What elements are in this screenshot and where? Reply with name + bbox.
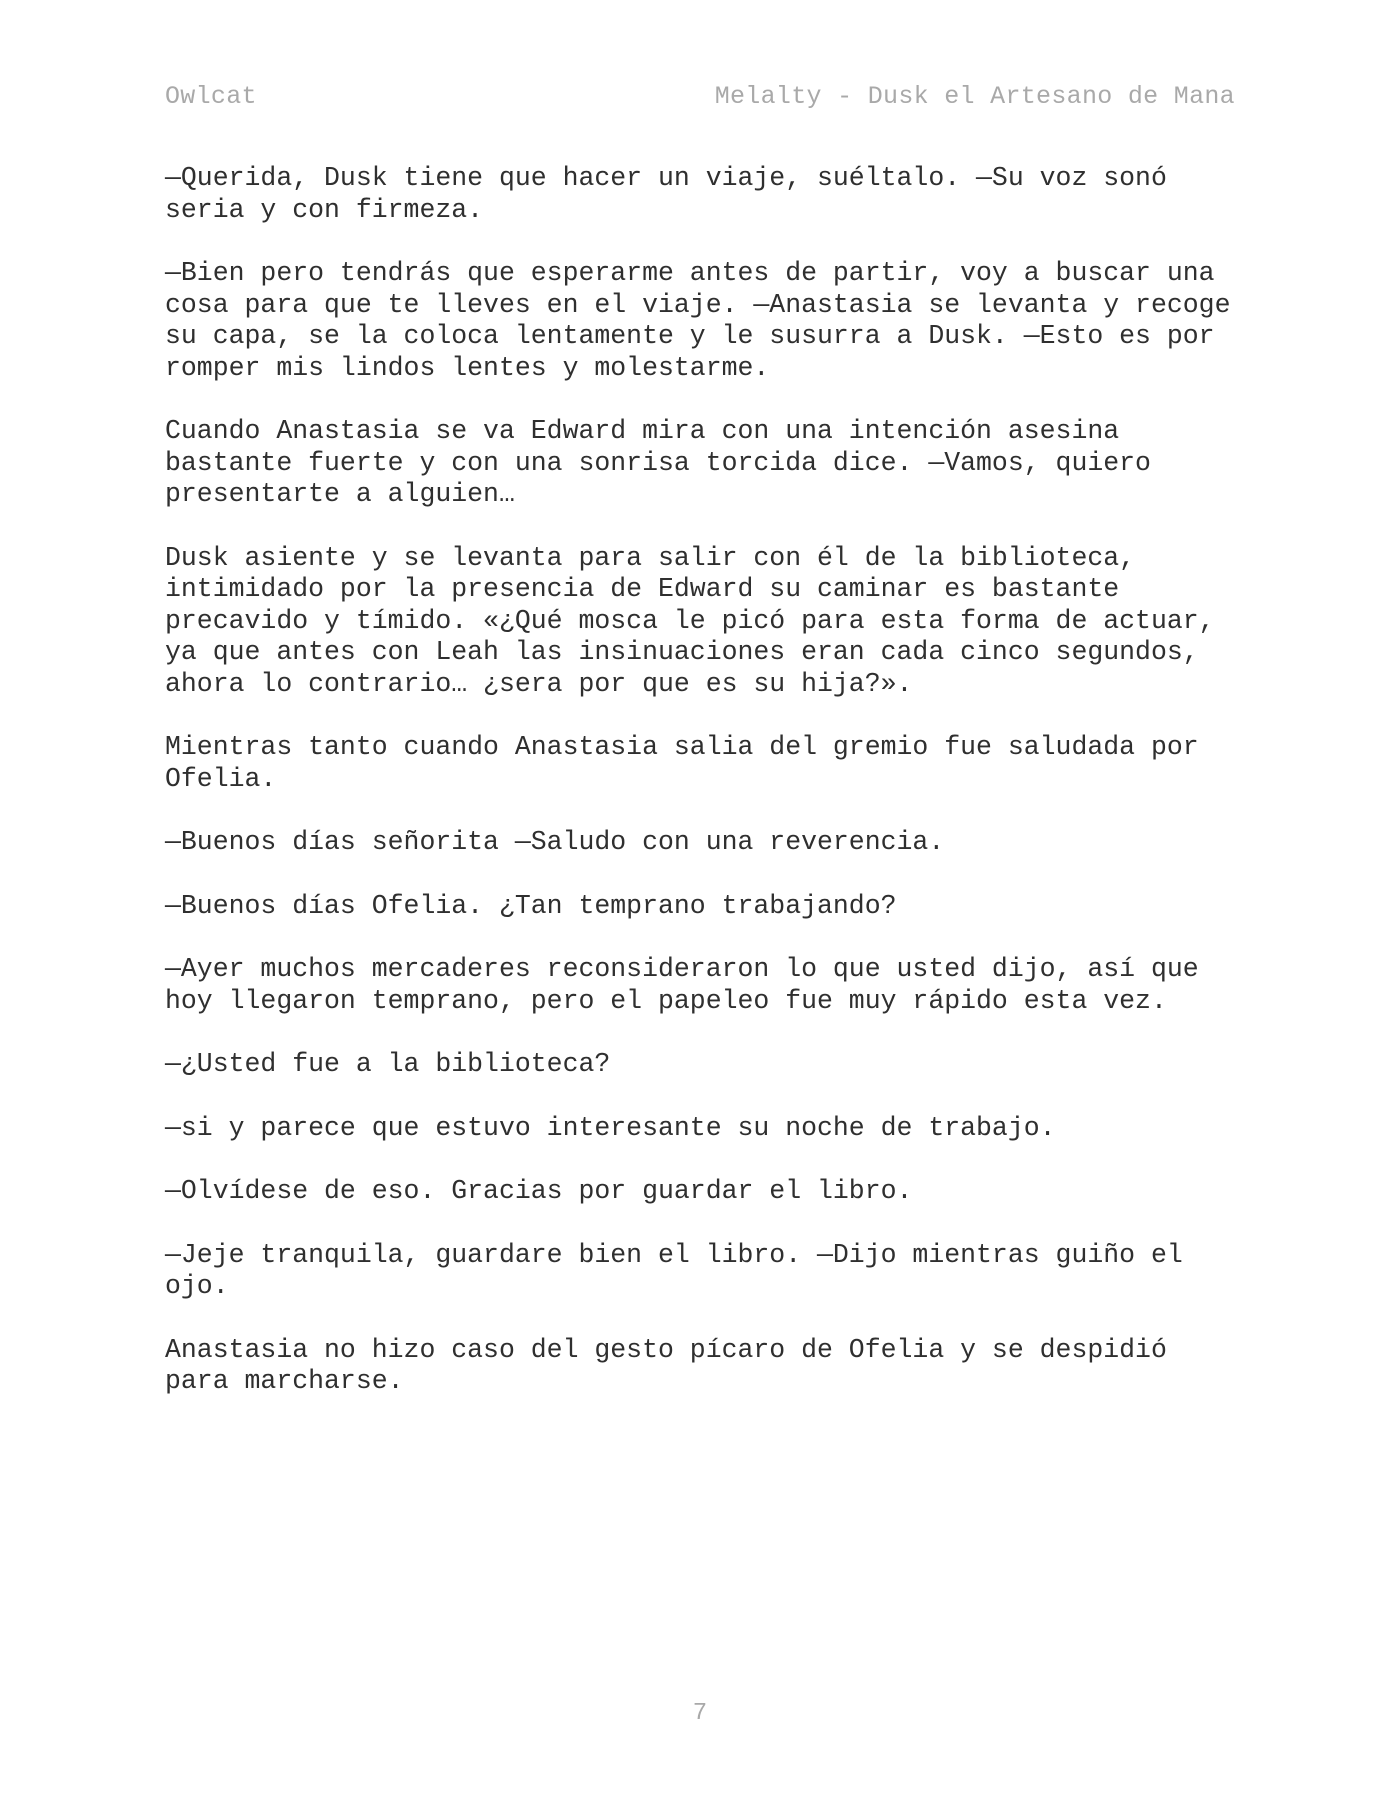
paragraph: Mientras tanto cuando Anastasia salia del gremio fue saludada por Ofelia. (165, 732, 1199, 794)
paragraph: —Jeje tranquila, guardare bien el libro. —Dijo mientras guiño el ojo. (165, 1239, 1183, 1301)
paragraph: Anastasia no hizo caso del gesto pícaro de Ofelia y se despidió para marcharse. (165, 1334, 1167, 1396)
paragraph: —Olvídese de eso. Gracias por guardar el libro. (165, 1176, 913, 1206)
paragraph: —Bien pero tendrás que esperarme antes de partir, voy a buscar una cosa para que te lleves en el viaje. —Anastasia se levanta y recoge su capa, se la coloca lentamente y le susurra a Dusk. —Esto es por romper mis lindos lentes y molestarme. (165, 258, 1231, 383)
paragraph: Cuando Anastasia se va Edward mira con una intención asesina bastante fuerte y con una sonrisa torcida dice. —Vamos, quiero presentarte a alguien… (165, 416, 1151, 509)
page-number: 7 (692, 1700, 708, 1727)
page-header (165, 82, 1235, 116)
page-body (165, 163, 1245, 1430)
header-book-title: Melalty - Dusk el Artesano de Mana (714, 82, 1235, 111)
paragraph: —si y parece que estuvo interesante su noche de trabajo. (165, 1112, 1056, 1143)
paragraph: —Ayer muchos mercaderes reconsideraron lo que usted dijo, así que hoy llegaron temprano, pero el papeleo fue muy rápido esta vez. (165, 954, 1199, 1016)
paragraph: —Querida, Dusk tiene que hacer un viaje, suéltalo. —Su voz sonó seria y con firmeza. (165, 163, 1167, 225)
paragraph: Dusk asiente y se levanta para salir con él de la biblioteca, intimidado por la presencia de Edward su caminar es bastante precavido y tímido. «¿Qué mosca le picó para esta forma de actuar, ya que antes con Leah las insinuaciones eran cada cinco segundos, ahora lo contrario… ¿sera por que es su hija?». (165, 542, 1215, 699)
paragraph: —Buenos días Ofelia. ¿Tan temprano trabajando? (165, 890, 897, 921)
paragraph: —Buenos días señorita —Saludo con una reverencia. (165, 827, 945, 857)
paragraph: —¿Usted fue a la biblioteca? (165, 1049, 611, 1079)
header-author: Owlcat (165, 82, 257, 111)
